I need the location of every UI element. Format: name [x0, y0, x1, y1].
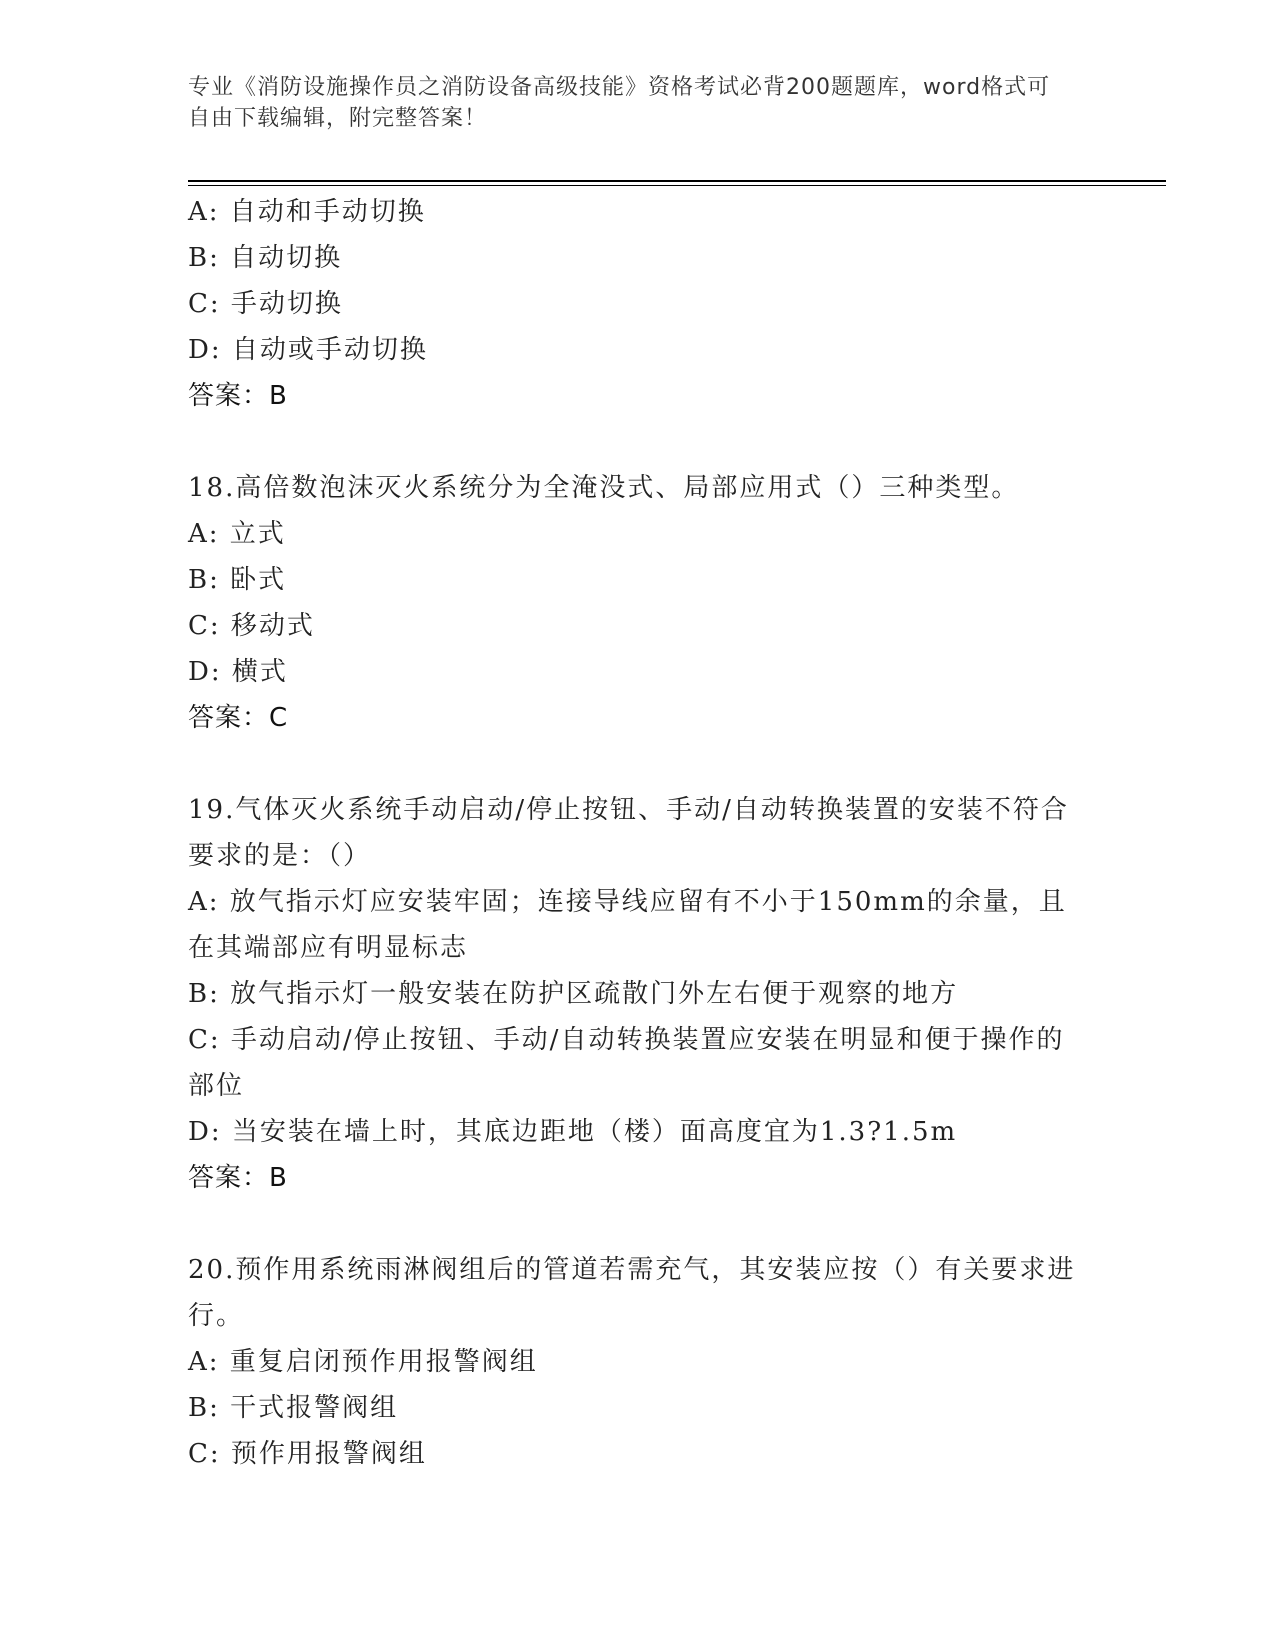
- option-a: A: 放气指示灯应安装牢固；连接导线应留有不小于150mm的余量，且在其端部应有明显标志: [188, 887, 1067, 963]
- option-c: C: 移动式: [188, 611, 315, 641]
- option-c: C: 手动启动/停止按钮、手动/自动转换装置应安装在明显和便于操作的部位: [188, 1025, 1065, 1101]
- question-stem: 19.气体灭火系统手动启动/停止按钮、手动/自动转换装置的安装不符合要求的是：（）: [188, 795, 1069, 871]
- option-b: B: 干式报警阀组: [188, 1393, 399, 1423]
- option-d: D: 横式: [188, 657, 288, 687]
- option-d: D: 当安装在墙上时，其底边距地（楼）面高度宜为1.3?1.5m: [188, 1117, 958, 1147]
- option-b: B: 自动切换: [188, 243, 343, 273]
- question-list: [188, 189, 1088, 1477]
- document-header: 专业《消防设施操作员之消防设备高级技能》资格考试必背200题题库，word格式可自由下载编辑，附完整答案！: [188, 75, 1051, 131]
- option-c: C: 手动切换: [188, 289, 343, 319]
- question-stem: 20.预作用系统雨淋阀组后的管道若需充气，其安装应按（）有关要求进行。: [188, 1255, 1076, 1331]
- option-a: A: 自动和手动切换: [188, 197, 426, 227]
- answer: 答案：B: [188, 381, 288, 411]
- question-19: [188, 787, 1088, 1201]
- answer: 答案：C: [188, 703, 289, 733]
- spacer: [188, 419, 1088, 465]
- question-18: [188, 465, 1088, 741]
- question-17: [188, 189, 1088, 419]
- header-divider-thick: [188, 180, 1166, 182]
- answer: 答案：B: [188, 1163, 288, 1193]
- option-c: C: 预作用报警阀组: [188, 1439, 427, 1469]
- question-stem: 18.高倍数泡沫灭火系统分为全淹没式、局部应用式（）三种类型。: [188, 473, 1020, 503]
- option-a: A: 立式: [188, 519, 286, 549]
- option-d: D: 自动或手动切换: [188, 335, 428, 365]
- question-20: [188, 1247, 1088, 1477]
- option-a: A: 重复启闭预作用报警阀组: [188, 1347, 538, 1377]
- option-b: B: 卧式: [188, 565, 287, 595]
- option-b: B: 放气指示灯一般安装在防护区疏散门外左右便于观察的地方: [188, 979, 959, 1009]
- spacer: [188, 741, 1088, 787]
- spacer: [188, 1201, 1088, 1247]
- header-divider-thin: [188, 185, 1166, 186]
